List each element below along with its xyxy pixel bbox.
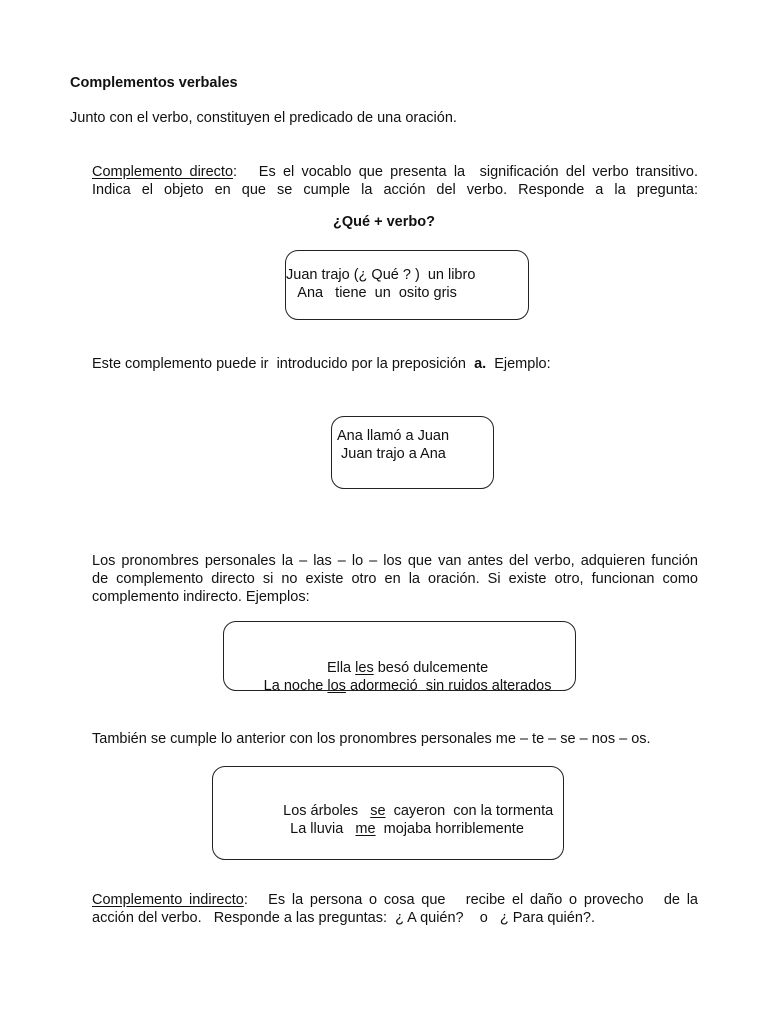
- box4-l2-after: mojaba horriblemente: [375, 821, 524, 837]
- box4-l2-before: La lluvia: [290, 821, 356, 837]
- box3-line-2: [224, 659, 575, 713]
- example-box-3: [223, 621, 576, 694]
- prep-bold: a.: [474, 356, 487, 372]
- intro-paragraph: Junto con el verbo, constituyen el predicado de una oración.: [70, 110, 457, 126]
- box3-l2-underlined: los: [327, 678, 346, 694]
- box2-line-1: Ana llamó a Juan: [337, 428, 450, 444]
- ci-line-2: acción del verbo. Responde a las preguntas: ¿ A quién? o ¿ Para quién?.: [92, 910, 595, 926]
- box3-l2-before: La noche: [263, 678, 328, 694]
- pronombres-paragraph: [92, 552, 698, 606]
- prep-text: Este complemento puede ir introducido por la preposición: [92, 356, 475, 372]
- box1-line-1: Juan trajo (¿ Qué ? ) un libro: [286, 267, 476, 283]
- example-box-4: [212, 766, 564, 860]
- box3-l1-before: Ella: [326, 660, 356, 676]
- pron-line-2: de complemento directo si no existe otro en la oración. Si existe otro, funcionan como: [92, 571, 698, 587]
- prep-after: Ejemplo:: [486, 356, 551, 372]
- cd-question: ¿Qué + verbo?: [333, 214, 435, 230]
- box2-line-2: Juan trajo a Ana: [337, 446, 446, 462]
- preposition-paragraph: [92, 356, 551, 372]
- cd-line-1: [92, 163, 698, 181]
- page-title: Complementos verbales: [70, 75, 238, 91]
- complemento-indirecto-paragraph: [92, 891, 698, 927]
- pron-line-3: complemento indirecto. Ejemplos:: [92, 589, 310, 605]
- box4-l1-before: Los árboles: [283, 803, 371, 819]
- cd-line1-rest: Es el vocablo que presenta la significación del verbo transitivo.: [237, 164, 698, 180]
- box3-l1-after: besó dulcemente: [373, 660, 489, 676]
- ci-colon: :: [243, 892, 248, 908]
- ci-line1-rest: Es la persona o cosa que recibe el daño o provecho de la: [247, 892, 698, 908]
- box3-l1-underlined: les: [355, 660, 374, 676]
- example-box-1: [285, 250, 529, 320]
- cd-line-2: Indica el objeto en que se cumple la acción del verbo. Responde a la pregunta:: [92, 182, 698, 198]
- tambien-paragraph: También se cumple lo anterior con los pronombres personales me – te – se – nos – os.: [92, 731, 651, 747]
- ci-term: Complemento indirecto: [92, 892, 244, 908]
- box4-l1-underlined: se: [370, 803, 386, 819]
- box4-line-2: [274, 802, 524, 856]
- example-box-2: [331, 416, 494, 489]
- complemento-directo-paragraph: [92, 163, 698, 199]
- cd-colon: :: [233, 164, 238, 180]
- box4-l1-after: cayeron con la tormenta: [385, 803, 554, 819]
- ci-line-1: [92, 891, 698, 909]
- box4-l2-underlined: me: [355, 821, 376, 837]
- box1-line-2: Ana tiene un osito gris: [286, 285, 457, 301]
- box3-l2-after: adormeció sin ruidos alterados: [345, 678, 552, 694]
- pron-line-1: Los pronombres personales la – las – lo – los que van antes del verbo, adquieren función: [92, 553, 698, 569]
- cd-term: Complemento directo: [92, 164, 234, 180]
